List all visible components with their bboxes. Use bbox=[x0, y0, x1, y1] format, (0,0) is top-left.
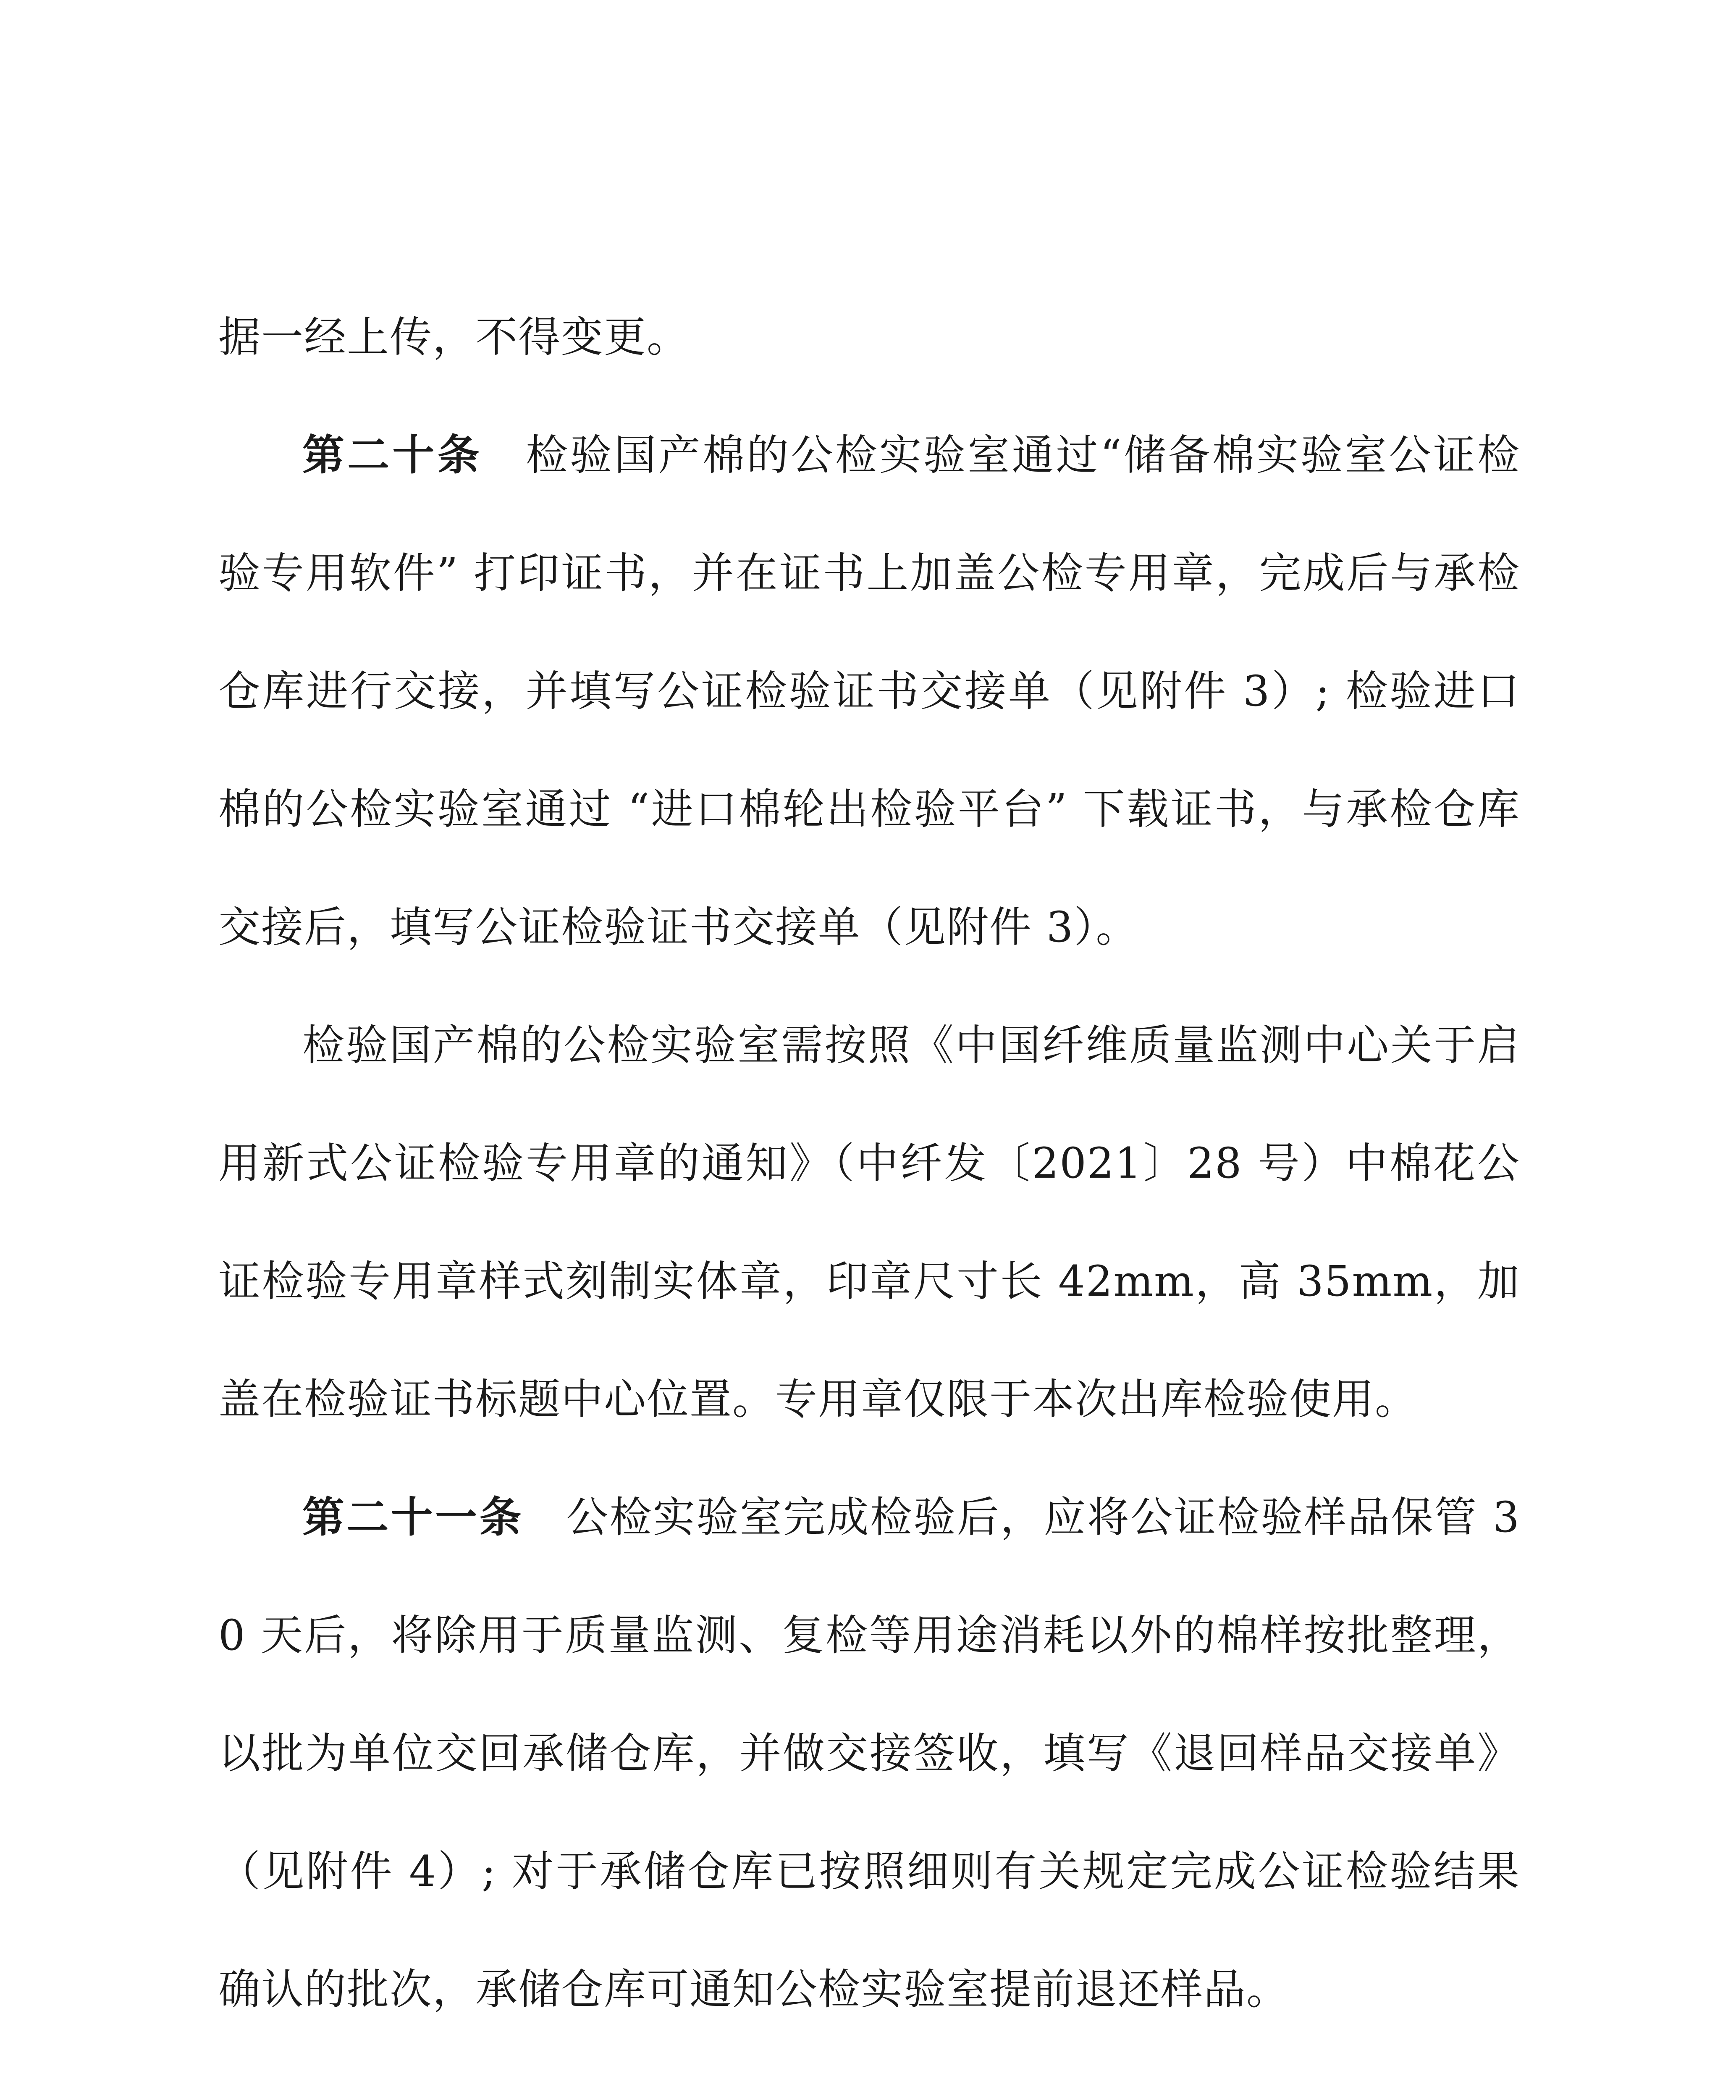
article-20-text: 检验国产棉的公检实验室通过“储备棉实验室公证检验专用软件” 打印证书，并在证书上加盖公检专用章，完成后与承检仓库进行交接，并填写公证检验证书交接单（见附件 3）; 检验进口棉的公检实验室通过 “进口棉轮出检验平台” 下载证书，与承检仓库交接后，填写公证检验证书交接单（见附件 3）。 bbox=[218, 430, 1521, 952]
paragraph-continuation: 据一经上传，不得变更。 bbox=[218, 312, 690, 362]
article-21-text: 公检实验室完成检验后，应将公证检验样品保管 30 天后，将除用于质量监测、复检等用途消耗以外的棉样按批整理，以批为单位交回承储仓库，并做交接签收，填写《退回样品交接单》（见附件 4）; 对于承储仓库已按照细则有关规定完成公证检验结果确认的批次，承储仓库可通知公检实验室提前退还样品。 bbox=[218, 1493, 1520, 2014]
article-20-heading: 第二十条 bbox=[302, 430, 483, 480]
article-21-heading: 第二十一条 bbox=[302, 1493, 524, 1542]
article-20-paragraph bbox=[218, 396, 1520, 986]
seal-requirement-paragraph: 检验国产棉的公检实验室需按照《中国纤维质量监测中心关于启用新式公证检验专用章的通知》（中纤发〔2021〕28 号）中棉花公证检验专用章样式刻制实体章，印章尺寸长 42mm，高 35mm，加盖在检验证书标题中心位置。专用章仅限于本次出库检验使用。 bbox=[218, 1021, 1520, 1424]
document-body bbox=[218, 278, 1520, 2100]
chapter-heading bbox=[218, 2048, 1520, 2100]
article-21-paragraph bbox=[218, 1458, 1520, 2048]
